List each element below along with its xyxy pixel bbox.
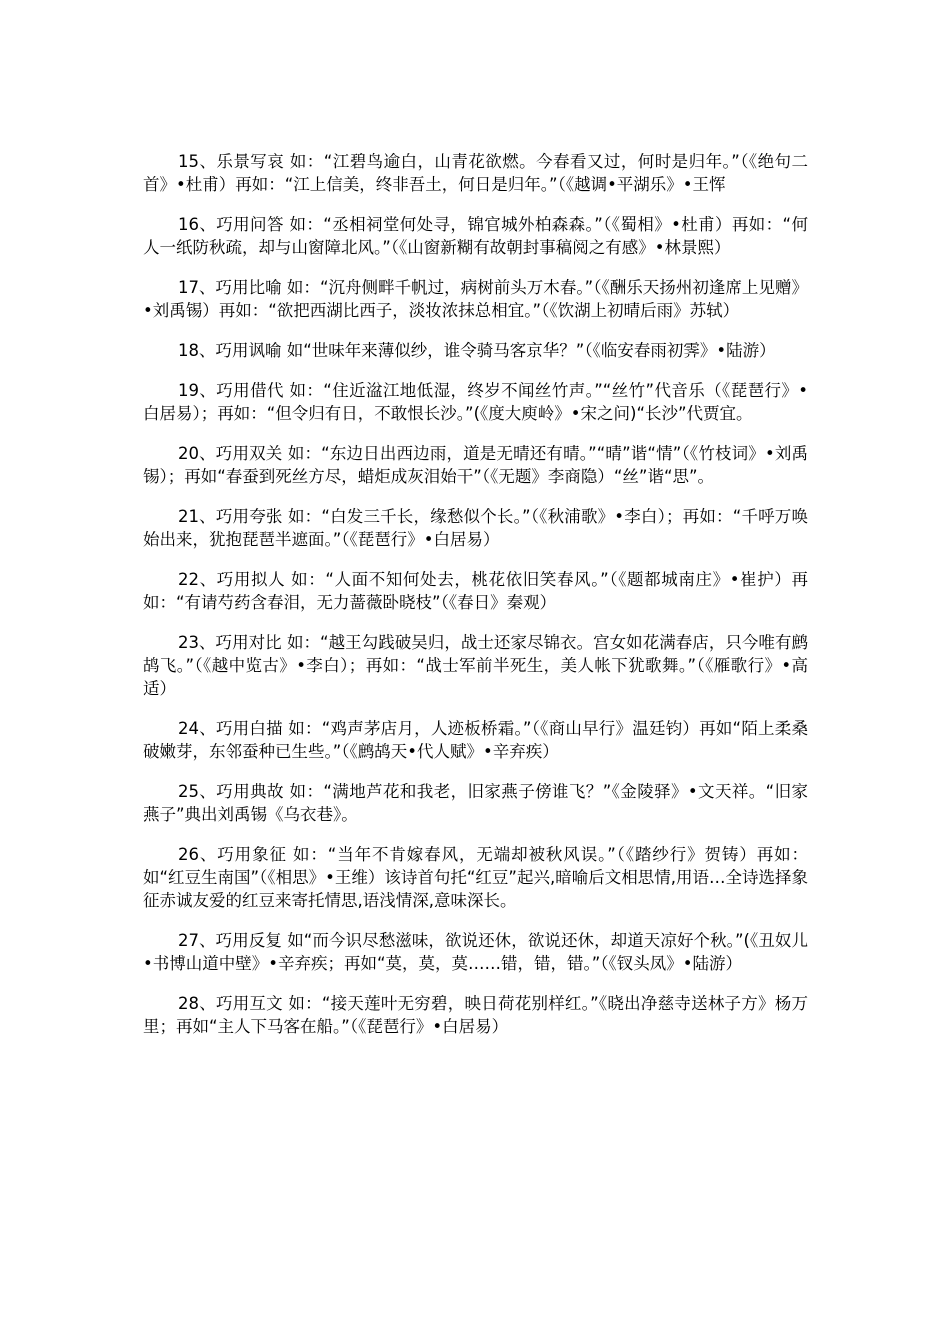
- paragraph-15: 15、乐景写哀 如：“江碧鸟逾白，山青花欲燃。今春看又过，何时是归年。”（《绝句二首》•杜甫）再如：“江上信美，终非吾土，何日是归年。”（《越调•平湖乐》•王恽: [143, 152, 808, 194]
- paragraph-22: 22、巧用拟人 如：“人面不知何处去，桃花依旧笑春风。”（《题都城南庄》•崔护）再如：“有请芍药含春泪，无力蔷薇卧晓枝”（《春日》秦观）: [143, 570, 808, 612]
- paragraph-17: 17、巧用比喻 如：“沉舟侧畔千帆过，病树前头万木春。”（《酬乐天扬州初逢席上见赠》•刘禹锡）再如：“欲把西湖比西子，淡妆浓抹总相宜。”（《饮湖上初晴后雨》苏轼）: [143, 278, 808, 320]
- paragraph-23: 23、巧用对比 如：“越王勾践破吴归，战士还家尽锦衣。宫女如花满春店，只今唯有鹧鸪飞。”（《越中览古》•李白）；再如：“战士军前半死生，美人帐下犹歌舞。”（《雁歌行》•高适）: [143, 633, 808, 698]
- paragraph-16: 16、巧用问答 如：“丞相祠堂何处寻，锦官城外柏森森。”（《蜀相》•杜甫）再如：“何人一纸防秋疏，却与山窗障北风。”（《山窗新糊有故朝封事稿阅之有感》•林景熙）: [143, 215, 808, 257]
- paragraph-25: 25、巧用典故 如：“满地芦花和我老，旧家燕子傍谁飞？”《金陵驿》•文天祥。“旧家燕子”典出刘禹锡《乌衣巷》。: [143, 782, 808, 824]
- paragraph-28: 28、巧用互文 如：“接天莲叶无穷碧，映日荷花别样红。”《晓出净慈寺送林子方》杨万里；再如“主人下马客在船。”（《琵琶行》•白居易）: [143, 994, 808, 1036]
- paragraph-18: 18、巧用讽喻 如“世味年来薄似纱，谁令骑马客京华？”（《临安春雨初霁》•陆游）: [178, 341, 776, 360]
- paragraph-21: 21、巧用夸张 如：“白发三千长，缘愁似个长。”（《秋浦歌》•李白）；再如：“千呼万唤始出来，犹抱琵琶半遮面。”（《琵琶行》•白居易）: [143, 507, 808, 549]
- paragraph-24: 24、巧用白描 如：“鸡声茅店月，人迹板桥霜。”（《商山早行》温廷钧）再如“陌上柔桑破嫩芽，东邻蚕种已生些。”（《鹧鸪天•代人赋》•辛弃疾）: [143, 719, 808, 761]
- paragraph-19: 19、巧用借代 如：“住近湓江地低湿，终岁不闻丝竹声。”“丝竹”代音乐（《琵琶行》•白居易）；再如：“但令归有日，不敢恨长沙。”(《度大庾岭》•宋之问)“长沙”代贾宜。: [143, 381, 808, 423]
- paragraph-27: 27、巧用反复 如“而今识尽愁滋味，欲说还休，欲说还休，却道天凉好个秋。”(《丑奴儿•书博山道中壁》•辛弃疾；再如“莫，莫，莫……错，错，错。”（《钗头凤》•陆游）: [143, 931, 808, 973]
- paragraph-20: 20、巧用双关 如：“东边日出西边雨，道是无晴还有晴。”“晴”谐“情”（《竹枝词》•刘禹锡）；再如“春蚕到死丝方尽，蜡炬成灰泪始干”（《无题》李商隐）“丝”谐“思”。: [143, 444, 808, 486]
- document-body: [143, 150, 808, 1055]
- paragraph-26: 26、巧用象征 如：“当年不肯嫁春风，无端却被秋风误。”（《踏纱行》贺铸）再如：如“红豆生南国”（《相思》•王维）该诗首句托“红豆”起兴,暗喻后文相思情,用语…全诗选择象征赤诚友爱的红豆来寄托情思,语浅情深,意味深长。: [143, 845, 808, 910]
